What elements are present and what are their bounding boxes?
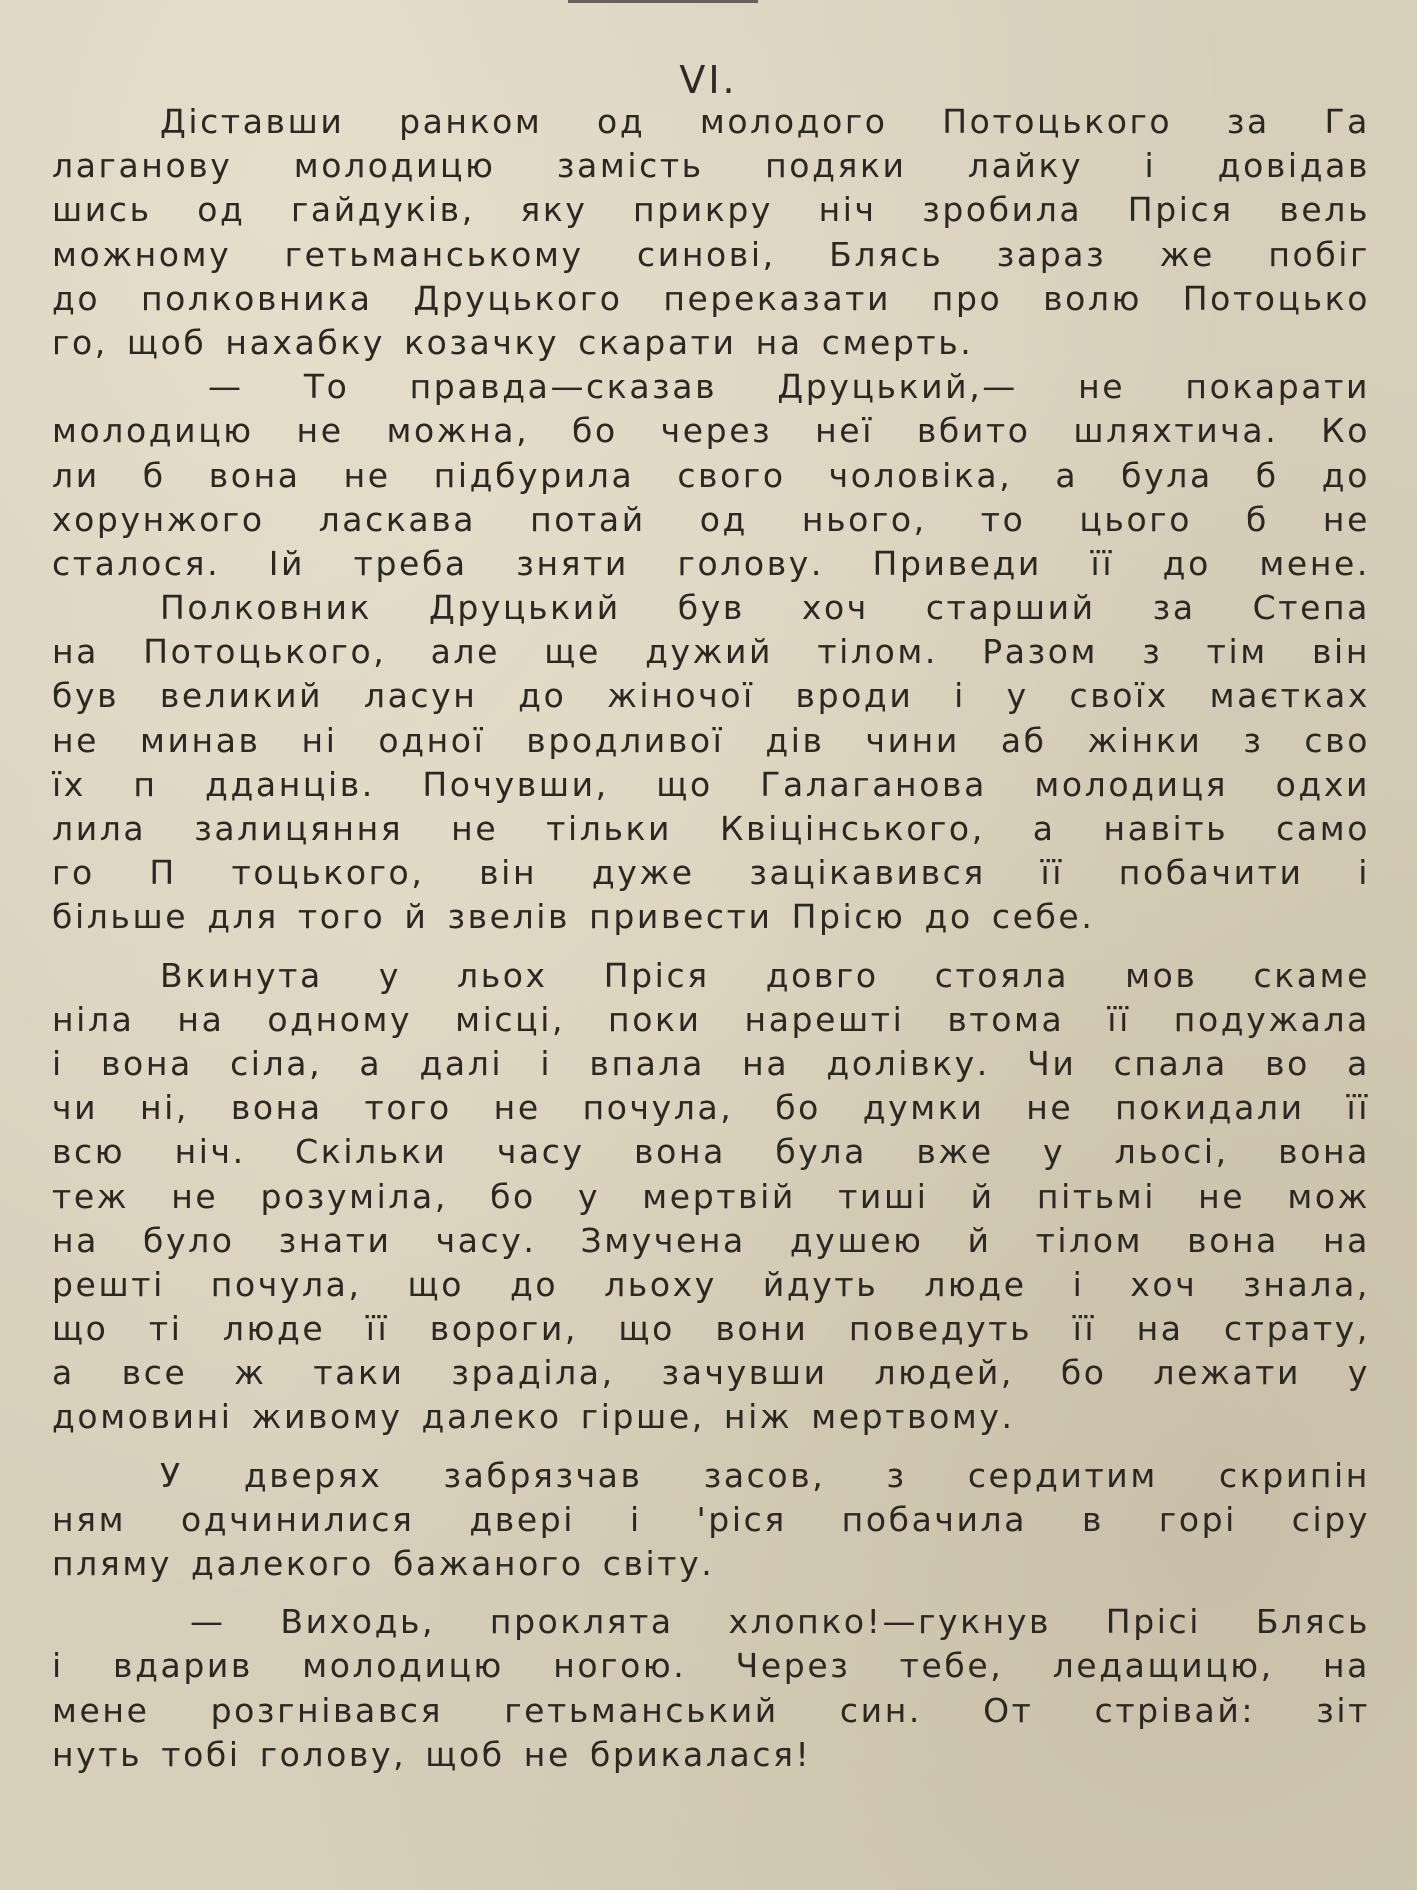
text-line: і вдарив молодицю ногою. Через тебе, ледащицю, на	[52, 1646, 1370, 1686]
text-line: ли б вона не підбурила свого чоловіка, а була б до	[52, 455, 1370, 495]
text-line: решті почула, що до льоху йдуть люде і хоч знала,	[52, 1264, 1370, 1304]
text-line: на було знати часу. Змучена душею й тілом вона на	[52, 1220, 1370, 1260]
text-line: пляму далекого бажаного світу.	[52, 1544, 715, 1583]
text-line: молодицю не можна, бо через неї вбито шляхтича. Ко	[52, 411, 1370, 451]
text-line: всю ніч. Скільки часу вона була вже у льосі, вона	[52, 1132, 1370, 1172]
text-line: лаганову молодицю замість подяки лайку і довідав	[52, 146, 1370, 186]
text-line: на Потоцького, але ще дужий тілом. Разом з тім він	[52, 632, 1370, 672]
text-line: ніла на одному місці, поки нарешті втома її подужала	[52, 999, 1370, 1039]
text-line: не минав ні одної вродливої дів чини аб жінки з сво	[52, 720, 1370, 760]
chapter-number: VI.	[679, 58, 738, 102]
body-text	[52, 100, 1370, 1777]
text-line: можному гетьманському синові, Блясь зараз же побіг	[52, 234, 1370, 274]
text-line: Діставши ранком од молодого Потоцького за Га	[160, 102, 1370, 141]
text-line: теж не розуміла, бо у мертвій тиші й пітьмі не мож	[52, 1176, 1370, 1216]
text-line: був великий ласун до жіночої вроди і у своїх маєтках	[52, 676, 1370, 716]
text-line: Вкинута у льох Пріся довго стояла мов скаме	[160, 955, 1370, 995]
text-line: — То правда—сказав Друцький,— не покарати	[208, 367, 1370, 407]
text-line: їх п дданців. Почувши, що Галаганова молодиця одхи	[52, 764, 1370, 804]
text-line: лила залицяння не тільки Квіцінського, а навіть само	[52, 809, 1370, 848]
text-line: — Виходь, проклята хлопко!—гукнув Прісі Блясь	[190, 1602, 1370, 1642]
text-line: Полковник Друцький був хоч старший за Степа	[160, 588, 1370, 628]
text-line: більше для того й звелів привести Прісю до себе.	[52, 897, 1095, 937]
text-line: нуть тобі голову, щоб не брикалася!	[52, 1734, 812, 1774]
text-line: чи ні, вона того не почула, бо думки не покидали її	[52, 1088, 1370, 1128]
text-line: го, щоб нахабку козачку скарати на смерть.	[52, 322, 974, 362]
text-line: а все ж таки зраділа, зачувши людей, бо лежати у	[52, 1353, 1370, 1393]
text-line: що ті люде її вороги, що вони поведуть її на страту,	[52, 1309, 1370, 1349]
text-line: мене розгнівався гетьманський син. От стрівай: зіт	[52, 1690, 1370, 1730]
text-line: У дверях забрязчав засов, з сердитим скрипін	[160, 1455, 1370, 1495]
text-line: шись од гайдуків, яку прикру ніч зробила Пріся вель	[52, 190, 1370, 230]
text-line: го П тоцького, він дуже зацікавився її побачити і	[52, 853, 1370, 893]
text-line: домовині живому далеко гірше, ніж мертвому.	[52, 1397, 1015, 1437]
text-line: сталося. Ій треба зняти голову. Приведи її до мене.	[52, 543, 1370, 583]
text-line: ням одчинилися двері і 'ріся побачила в горі сіру	[52, 1499, 1370, 1539]
text-line: і вона сіла, а далі і впала на долівку. Чи спала во а	[52, 1043, 1370, 1083]
text-line: хорунжого ласкава потай од нього, то цього б не	[52, 499, 1370, 539]
top-rule	[568, 0, 758, 3]
text-line: до полковника Друцького переказати про волю Потоцько	[52, 278, 1370, 318]
